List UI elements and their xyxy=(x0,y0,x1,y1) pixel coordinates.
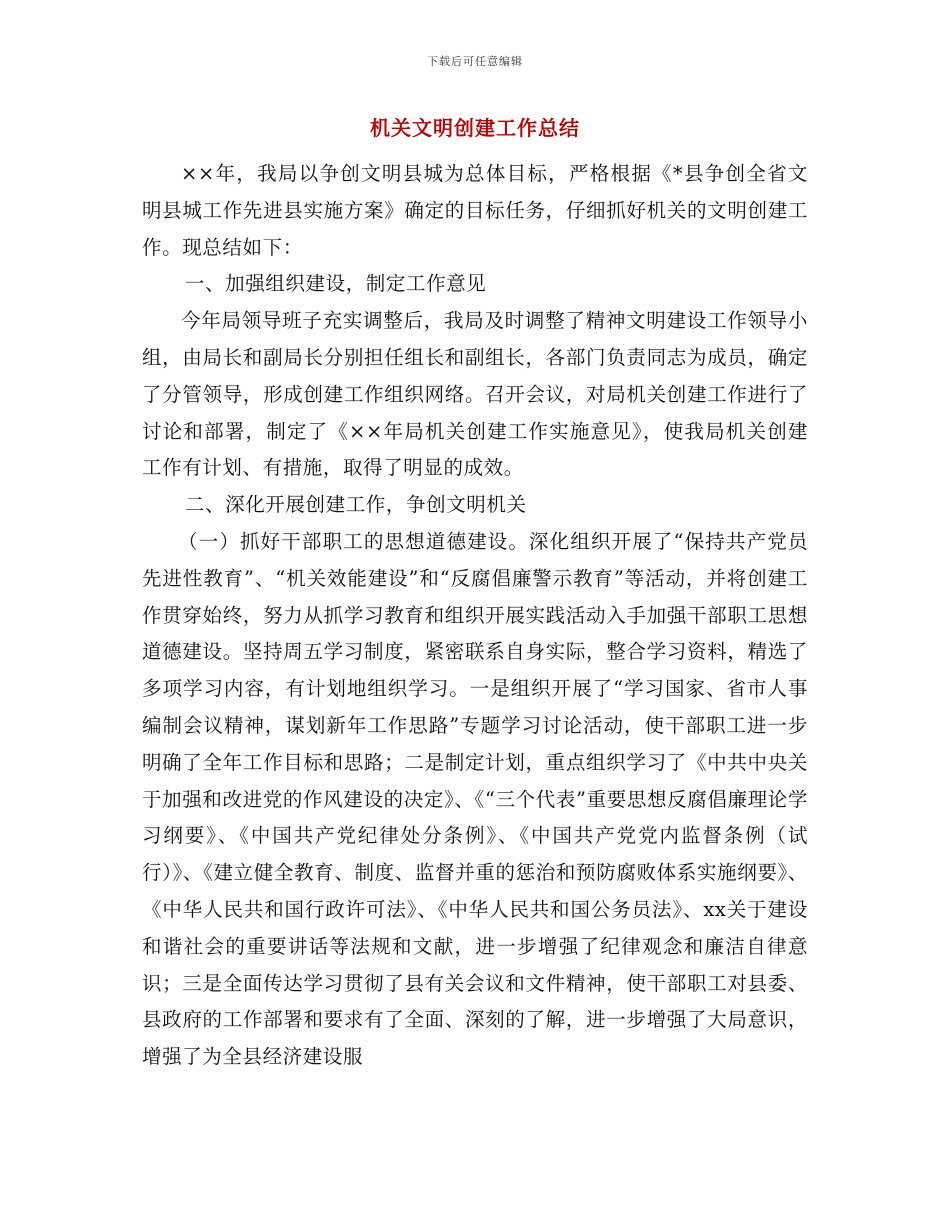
document-title: 机关文明创建工作总结 xyxy=(370,116,580,140)
subsection-1-paragraph: （一）抓好干部职工的思想道德建设。深化组织开展了“保持共产党员先进性教育”、“机关效能建设”和“反腐倡廉警示教育”等活动，并将创建工作贯穿始终，努力从抓学习教育和组织开展实践活动入手加强干部职工思想道德建设。坚持周五学习制度，紧密联系自身实际，整合学习资料，精选了多项学习内容，有计划地组织学习。一是组织开展了“学习国家、省市人事编制会议精神，谋划新年工作思路”专题学习讨论活动，使干部职工进一步明确了全年工作目标和思路；二是制定计划，重点组织学习了《中共中央关于加强和改进党的作风建设的决定》、《“三个代表”重要思想反腐倡廉理论学习纲要》、《中国共产党纪律处分条例》、《中国共产党党内监督条例（试行）》、《建立健全教育、制度、监督并重的惩治和预防腐败体系实施纲要》、《中华人民共和国行政许可法》、《中华人民共和国公务员法》、xx关于建设和谐社会的重要讲话等法规和文献，进一步增强了纪律观念和廉洁自律意识；三是全面传达学习贯彻了县有关会议和文件精神，使干部职工对县委、县政府的工作部署和要求有了全面、深刻的了解，进一步增强了大局意识，增强了为全县经济建设服 xyxy=(142,529,808,1069)
intro-paragraph: ××年，我局以争创文明县城为总体目标，严格根据《*县争创全省文明县城工作先进县实施方案》确定的目标任务，仔细抓好机关的文明创建工作。现总结如下： xyxy=(142,162,808,259)
section-heading-2: 二、深化开展创建工作，争创文明机关 xyxy=(184,493,527,517)
section-1-paragraph: 今年局领导班子充实调整后，我局及时调整了精神文明建设工作领导小组，由局长和副局长分别担任组长和副组长，各部门负责同志为成员，确定了分管领导，形成创建工作组织网络。召开会议，对局机关创建工作进行了讨论和部署，制定了《××年局机关创建工作实施意见》，使我局机关创建工作有计划、有措施，取得了明显的成效。 xyxy=(142,309,808,480)
section-heading-1: 一、加强组织建设，制定工作意见 xyxy=(184,272,487,296)
page-header-note: 下载后可任意编辑 xyxy=(427,55,523,68)
document-body xyxy=(142,156,808,1076)
